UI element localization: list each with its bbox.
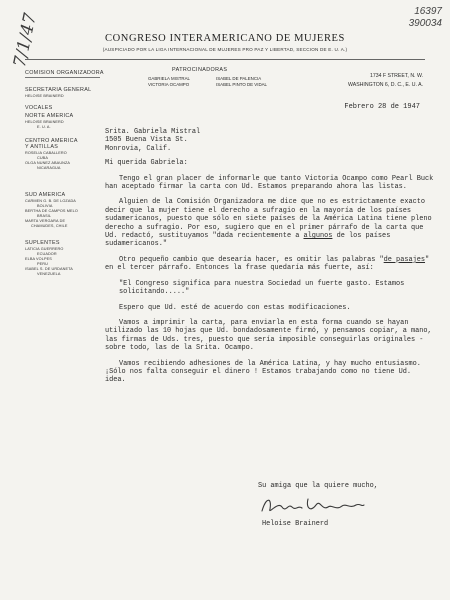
letterhead-title: CONGRESO INTERAMERICANO DE MUJERES <box>104 33 346 44</box>
paragraph: Tengo el gran placer de informarle que tanto Victoria Ocampo como Pearl Buck han aceptado firmar la carta con Ud. Estamos preparando ahora las listas. <box>105 174 438 192</box>
committee-section: SUPLENTES LATICIA GUERRERO ECUADOR ELBA VOLPES PERU ISABEL S. DE URDANETA VENEZUELA <box>25 240 73 276</box>
paragraph: Vamos recibiendo adhesiones de la América Latina, y hay mucho entusiasmo. ¡Sólo nos falta conseguir el dinero ! Estamos trabajando como no tiene Ud. idea. <box>105 359 425 385</box>
salutation: Mi querida Gabriela: <box>105 159 188 168</box>
paragraph: Otro pequeño cambio que desearía hacer, es omitir las palabras "de pasajes" en el tercer párrafo. Entonces la frase quedaría más fuerte, así: <box>105 255 434 273</box>
paragraph: Vamos a imprimir la carta, para enviarla en esta forma cuando se hayan utilizado las 10 hojas que Ud. bondadosamente firmó, y pensamos copiar, a mano, las firmas de Uds. tres, puesto que sería imposible conseguirlas originales - sobre todo, las de la Srita. Ocampo. <box>105 318 436 353</box>
archive-number: 16397 390034 <box>408 6 442 29</box>
committee-section: SECRETARIA GENERAL HELOISE BRAINERD <box>25 87 92 98</box>
closing: Su amiga que la quiere mucho, <box>258 482 378 490</box>
signature-image <box>258 493 368 519</box>
paragraph: Alguien de la Comisión Organizadora me dice que no es estrictamente exacto decir que la mujer tiene el derecho a sufragio en la mayoría de los países sudamericanos, puesto que sólo en siete países de la América Latina tiene pleno derecho a sufragio. Por eso, sugiero que en el primer párrafo de la carta que Ud. redactó, sustituyamos "dada recientemente a algunos de los países sudamericanos." <box>105 198 436 249</box>
letterhead-subtitle: (AUSPICIADO POR LA LIGA INTERNACIONAL DE MUJERES PRO PAZ Y LIBERTAD, SECCION DE E. U. A.) <box>102 47 348 52</box>
letter-date: Febrero 28 de 1947 <box>344 103 420 111</box>
quotation: "El Congreso significa para nuestra Sociedad un fuerte gasto. Estamos solicitando....." <box>119 279 409 297</box>
patrocinadoras-names: GABRIELA MISTRAL VICTORIA OCAMPO ISABEL DE PALENCIA ISABEL PINTO DE VIDAL <box>148 76 267 87</box>
office-address: 1734 F STREET, N. W. WASHINGTON 6, D. C., E. U. A. <box>348 73 423 88</box>
handwritten-date: 7/1/47 <box>10 11 41 70</box>
patrocinadoras-label: PATROCINADORAS <box>172 67 228 73</box>
signature-name: Heloise Brainerd <box>262 520 329 528</box>
letterhead-rule <box>25 59 425 60</box>
committee-section: NORTE AMERICA HELOISE BRAINERD E. U. A. <box>25 113 74 129</box>
letter-body <box>105 128 438 392</box>
committee-title: COMISION ORGANIZADORA <box>25 70 104 76</box>
committee-section: CENTRO AMERICA Y ANTILLAS ROSELIA CABALLERO CUBA OLGA NUNEZ ABAUNZA NICARAGUA <box>25 138 78 170</box>
paragraph: Espero que Ud. esté de acuerdo con estas modificaciones. <box>119 303 351 312</box>
committee-section: VOCALES <box>25 105 53 111</box>
committee-section: SUD AMERICA CARMEN G. B. DE LOZADA BOLIVIA BERTHA DE CAMPOS MELO BRASIL MARTA VERGARA DE CHAMUDES, CHILE <box>25 192 78 228</box>
recipient-address: Srita. Gabriela Mistral 1505 Buena Vista St. Monrovia, Calif. <box>105 128 201 153</box>
